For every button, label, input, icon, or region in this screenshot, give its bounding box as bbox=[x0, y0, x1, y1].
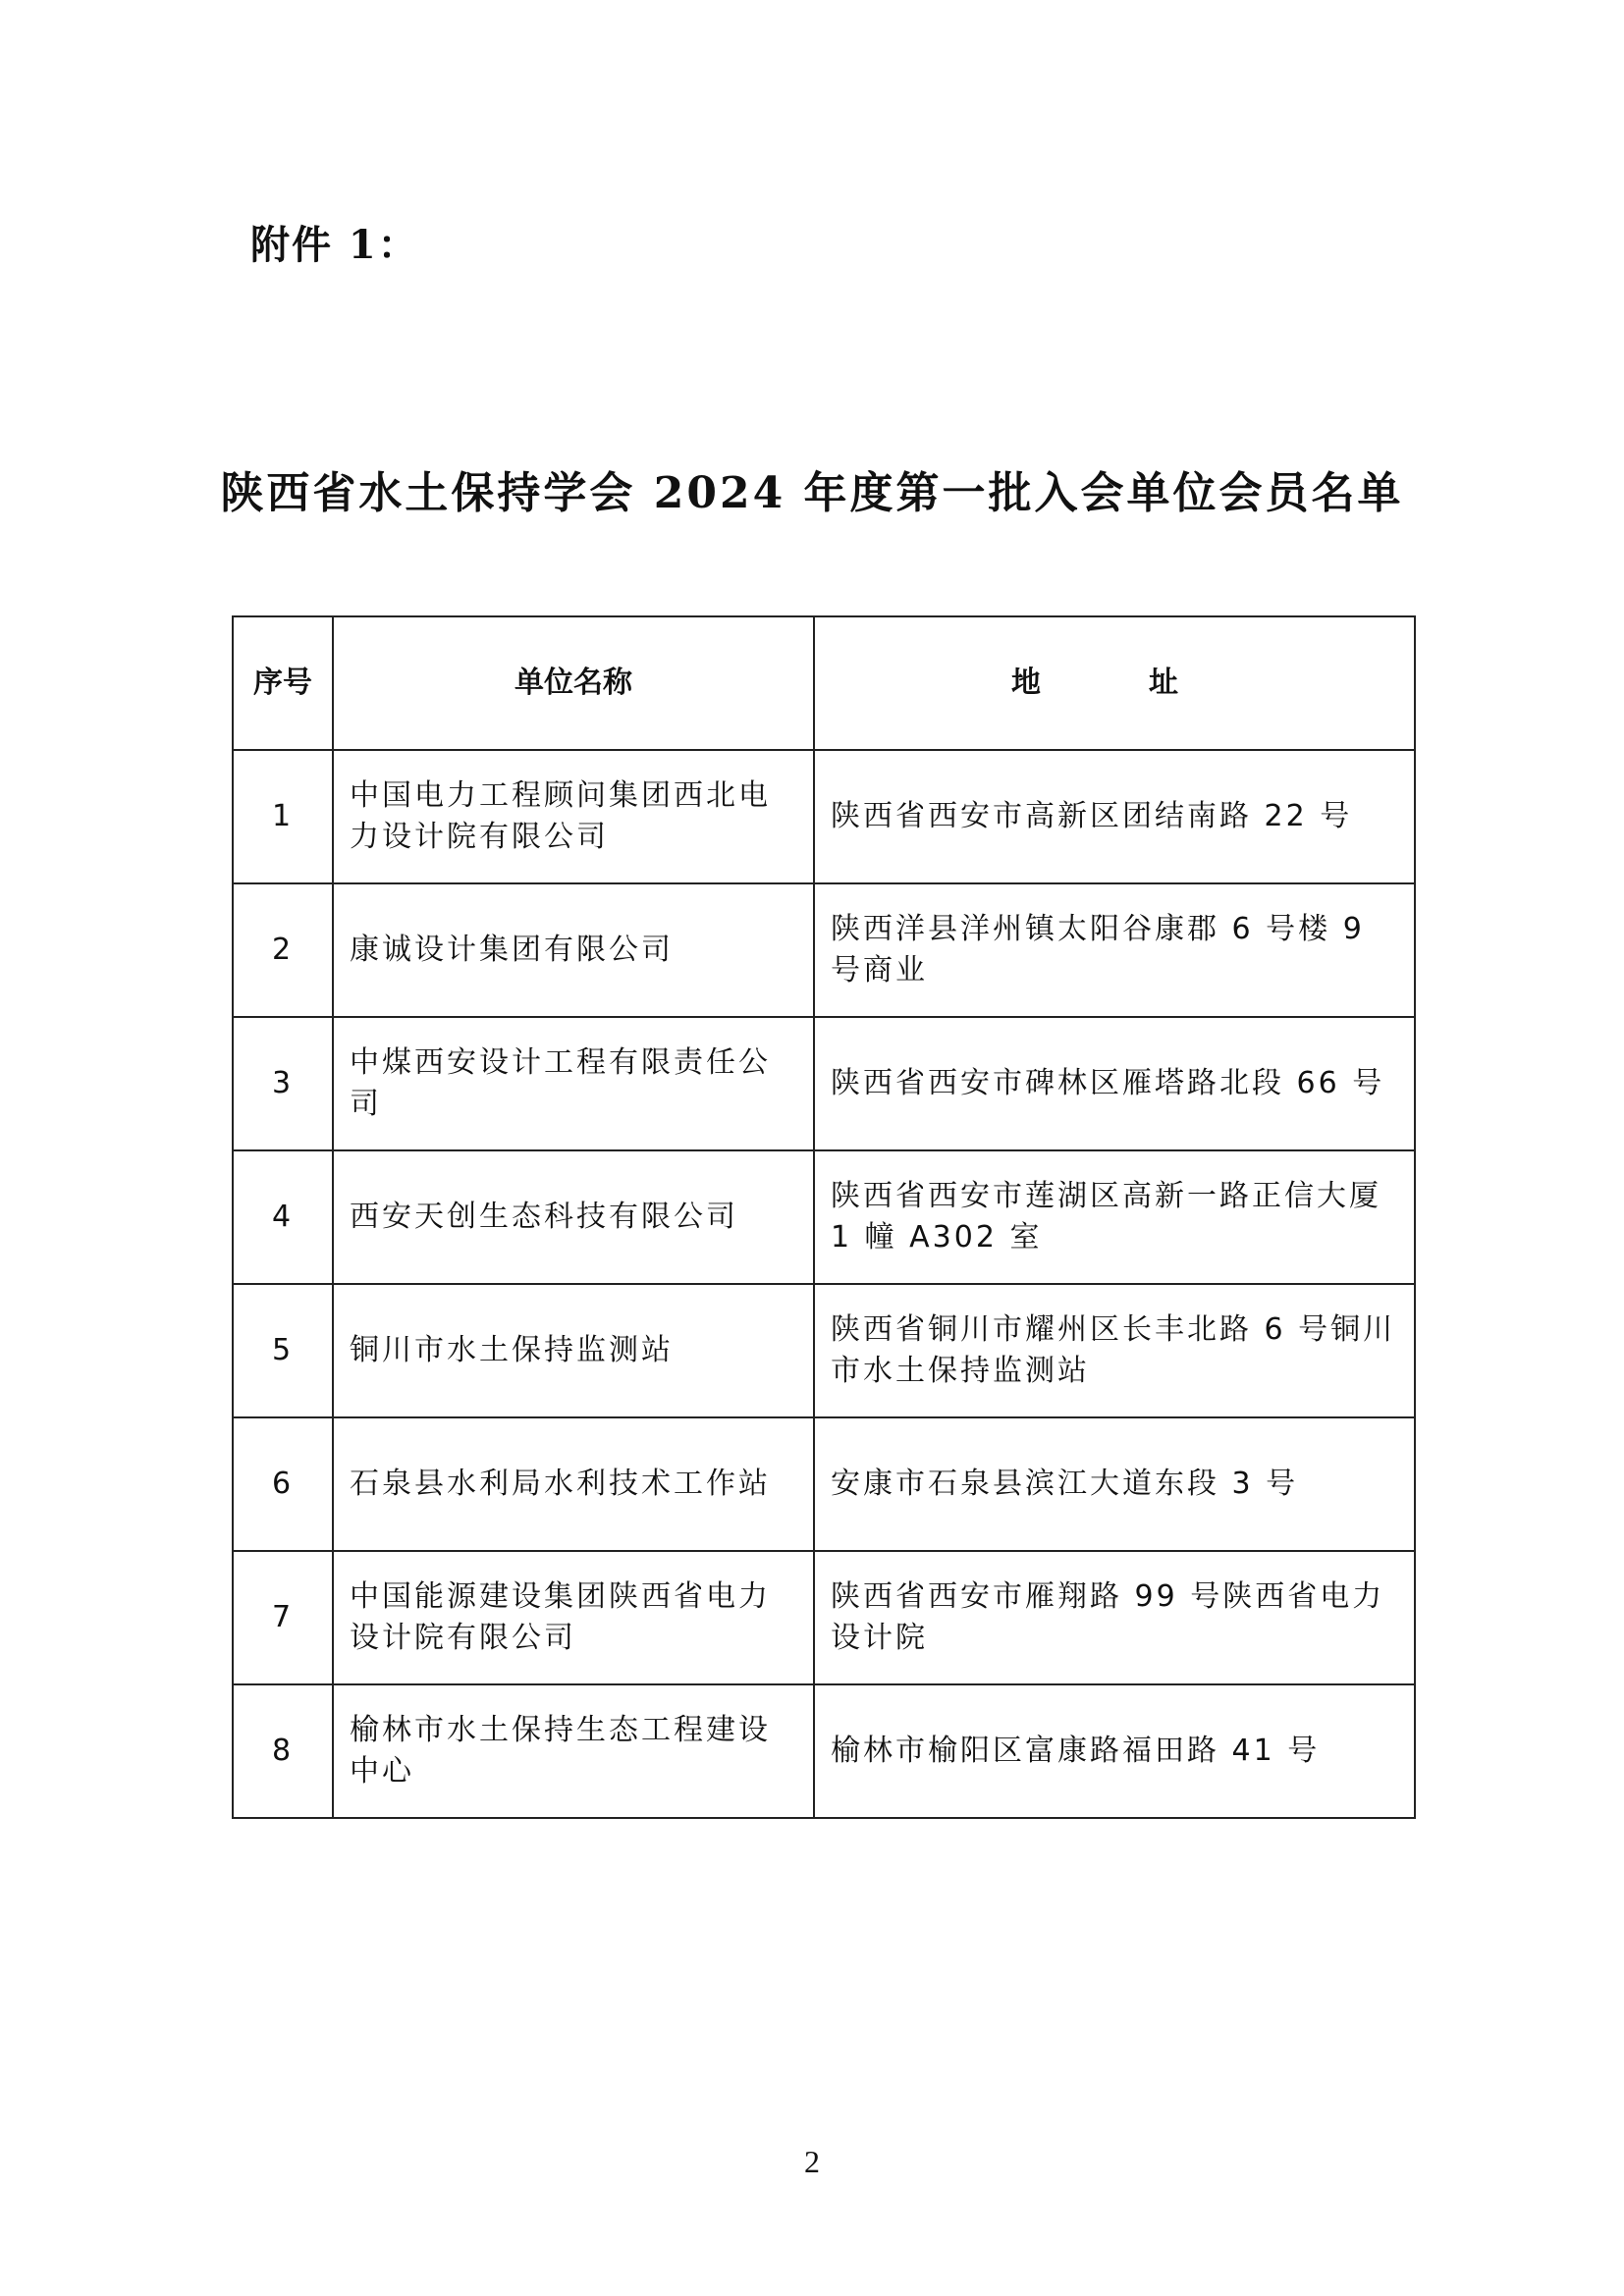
table-row bbox=[233, 1684, 1415, 1818]
document-title: 陕西省水土保持学会 2024 年度第一批入会单位会员名单 bbox=[220, 468, 1404, 518]
row-serial-number: 7 bbox=[233, 1551, 333, 1684]
row-address: 陕西省西安市莲湖区高新一路正信大厦 1 幢 A302 室 bbox=[814, 1150, 1415, 1284]
row-unit-name: 康诚设计集团有限公司 bbox=[333, 883, 814, 1017]
table-row bbox=[233, 750, 1415, 883]
row-address: 陕西省铜川市耀州区长丰北路 6 号铜川市水土保持监测站 bbox=[814, 1284, 1415, 1417]
row-unit-name: 西安天创生态科技有限公司 bbox=[333, 1150, 814, 1284]
row-serial-number: 6 bbox=[233, 1417, 333, 1551]
table-row bbox=[233, 1017, 1415, 1150]
attachment-label: 附件 1： bbox=[250, 222, 419, 268]
row-unit-name: 中国能源建设集团陕西省电力设计院有限公司 bbox=[333, 1551, 814, 1684]
row-serial-number: 3 bbox=[233, 1017, 333, 1150]
table-row bbox=[233, 1284, 1415, 1417]
member-table bbox=[232, 615, 1416, 1819]
header-address: 地 址 bbox=[814, 616, 1415, 750]
row-address: 安康市石泉县滨江大道东段 3 号 bbox=[814, 1417, 1415, 1551]
row-address: 陕西省西安市高新区团结南路 22 号 bbox=[814, 750, 1415, 883]
row-serial-number: 8 bbox=[233, 1684, 333, 1818]
row-address: 陕西洋县洋州镇太阳谷康郡 6 号楼 9 号商业 bbox=[814, 883, 1415, 1017]
row-unit-name: 中国电力工程顾问集团西北电力设计院有限公司 bbox=[333, 750, 814, 883]
header-unit-name: 单位名称 bbox=[333, 616, 814, 750]
header-serial-number: 序号 bbox=[233, 616, 333, 750]
table-row bbox=[233, 1551, 1415, 1684]
row-address: 榆林市榆阳区富康路福田路 41 号 bbox=[814, 1684, 1415, 1818]
row-address: 陕西省西安市雁翔路 99 号陕西省电力设计院 bbox=[814, 1551, 1415, 1684]
page-number: 2 bbox=[804, 2144, 820, 2179]
table-row bbox=[233, 1150, 1415, 1284]
table-row bbox=[233, 1417, 1415, 1551]
row-unit-name: 榆林市水土保持生态工程建设中心 bbox=[333, 1684, 814, 1818]
row-serial-number: 5 bbox=[233, 1284, 333, 1417]
row-serial-number: 2 bbox=[233, 883, 333, 1017]
table-header-row bbox=[233, 616, 1415, 750]
row-address: 陕西省西安市碑林区雁塔路北段 66 号 bbox=[814, 1017, 1415, 1150]
row-unit-name: 铜川市水土保持监测站 bbox=[333, 1284, 814, 1417]
table-row bbox=[233, 883, 1415, 1017]
row-unit-name: 中煤西安设计工程有限责任公司 bbox=[333, 1017, 814, 1150]
row-serial-number: 4 bbox=[233, 1150, 333, 1284]
row-serial-number: 1 bbox=[233, 750, 333, 883]
row-unit-name: 石泉县水利局水利技术工作站 bbox=[333, 1417, 814, 1551]
